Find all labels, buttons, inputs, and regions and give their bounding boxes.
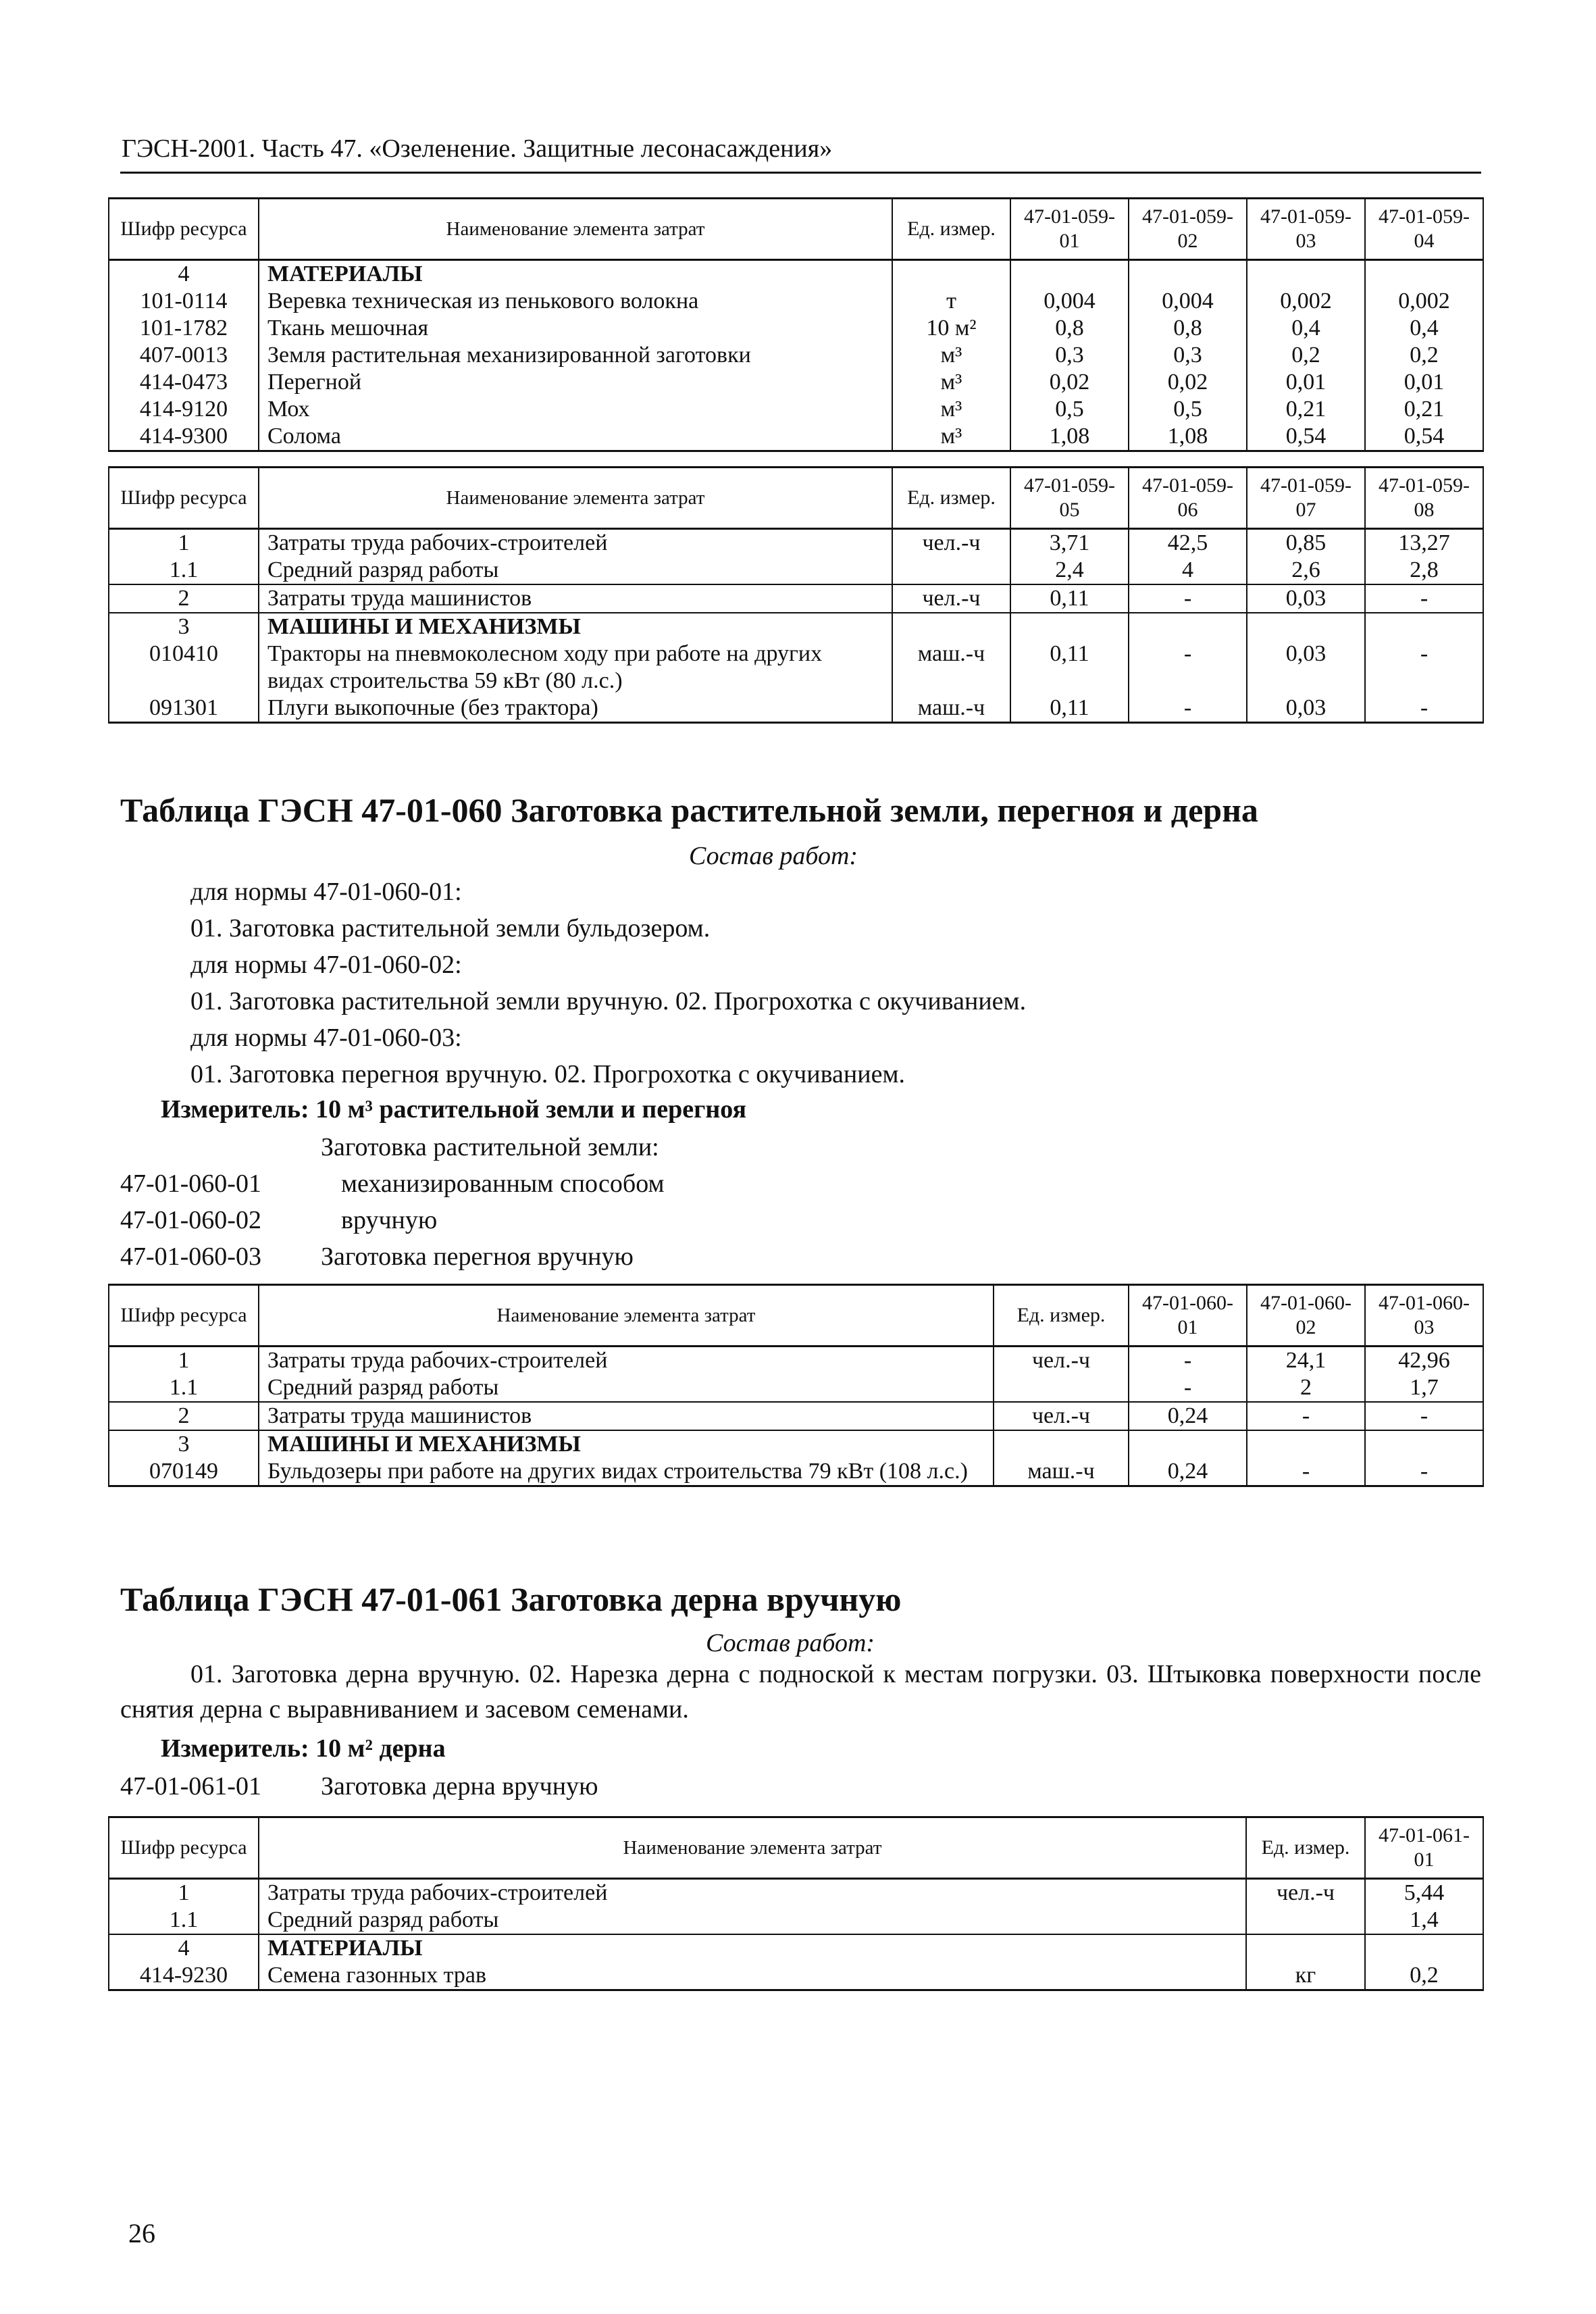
norm-code: 47-01-060-02 bbox=[120, 1206, 261, 1234]
cell-value: 4 bbox=[1129, 557, 1247, 584]
cell-code: 2 bbox=[109, 584, 259, 613]
table-row bbox=[109, 613, 1483, 640]
cell-code: 3 bbox=[109, 1430, 259, 1458]
cell-unit: кг bbox=[1246, 1962, 1365, 1990]
cell-value: 0,01 bbox=[1365, 369, 1483, 396]
cell-code: 1.1 bbox=[109, 557, 259, 584]
cell-value: 2,6 bbox=[1247, 557, 1365, 584]
cell-unit: м³ bbox=[892, 396, 1010, 423]
col-header-name: Наименование элемента затрат bbox=[259, 1285, 994, 1347]
cell-value: 0,004 bbox=[1129, 288, 1247, 315]
cell-code: 101-0114 bbox=[109, 288, 259, 315]
col-header-norm: 47-01-060-03 bbox=[1365, 1285, 1483, 1347]
cell-unit bbox=[1246, 1907, 1365, 1934]
norm-description: Заготовка перегноя вручную bbox=[321, 1242, 634, 1271]
cell-name: Солома bbox=[259, 423, 892, 451]
cell-code: 414-9120 bbox=[109, 396, 259, 423]
running-header: ГЭСН-2001. Часть 47. «Озеленение. Защитные лесонасаждения» bbox=[122, 134, 833, 163]
cell-name: МАШИНЫ И МЕХАНИЗМЫ bbox=[259, 613, 892, 640]
cell-code: 1 bbox=[109, 1879, 259, 1907]
cell-value: 0,5 bbox=[1129, 396, 1247, 423]
cell-value: 0,02 bbox=[1010, 369, 1129, 396]
norm-scope-line: для нормы 47-01-060-02: bbox=[190, 951, 462, 979]
meter-line: Измеритель: 10 м³ растительной земли и перегноя bbox=[161, 1095, 747, 1124]
meter-line: Измеритель: 10 м² дерна bbox=[161, 1734, 446, 1763]
cell-code: 4 bbox=[109, 1934, 259, 1962]
table-row bbox=[109, 1402, 1483, 1430]
cell-unit: м³ bbox=[892, 342, 1010, 369]
cell-value: 0,2 bbox=[1365, 1962, 1483, 1990]
composition-heading: Состав работ: bbox=[689, 842, 858, 870]
col-header-norm: 47-01-061-01 bbox=[1365, 1817, 1483, 1879]
cell-unit: м³ bbox=[892, 423, 1010, 451]
cell-value: - bbox=[1129, 695, 1247, 723]
table-row bbox=[109, 423, 1483, 451]
cell-code: 1.1 bbox=[109, 1374, 259, 1402]
cell-name: Тракторы на пневмоколесном ходу при работе на других видах строительства 59 кВт (80 л.с.) bbox=[259, 640, 892, 695]
cell-name: Средний разряд работы bbox=[259, 1374, 994, 1402]
composition-heading: Состав работ: bbox=[706, 1629, 875, 1657]
norm-table-059-materials bbox=[108, 197, 1484, 452]
col-header-unit: Ед. измер. bbox=[892, 468, 1010, 529]
table-row bbox=[109, 1430, 1483, 1458]
cell-name: Веревка техническая из пенькового волокна bbox=[259, 288, 892, 315]
cell-value: 2,8 bbox=[1365, 557, 1483, 584]
table-row bbox=[109, 1374, 1483, 1402]
col-header-code: Шифр ресурса bbox=[109, 468, 259, 529]
norm-code: 47-01-060-01 bbox=[120, 1169, 261, 1198]
cell-value: 0,01 bbox=[1247, 369, 1365, 396]
cell-unit: маш.-ч bbox=[892, 640, 1010, 695]
col-header-norm: 47-01-059-08 bbox=[1365, 468, 1483, 529]
norm-description: вручную bbox=[341, 1206, 438, 1234]
section-title-060: Таблица ГЭСН 47-01-060 Заготовка растительной земли, перегноя и дерна bbox=[120, 791, 1258, 829]
cell-value: 0,54 bbox=[1247, 423, 1365, 451]
cell-value: 13,27 bbox=[1365, 529, 1483, 557]
col-header-norm: 47-01-059-05 bbox=[1010, 468, 1129, 529]
norm-table-059-labor bbox=[108, 466, 1484, 724]
cell-value: - bbox=[1365, 695, 1483, 723]
cell-name: МАТЕРИАЛЫ bbox=[259, 260, 892, 288]
table-row bbox=[109, 1962, 1483, 1990]
header-rule bbox=[120, 172, 1481, 174]
table-row bbox=[109, 529, 1483, 557]
cell-unit: т bbox=[892, 288, 1010, 315]
table-row bbox=[109, 342, 1483, 369]
cell-name: Средний разряд работы bbox=[259, 1907, 1246, 1934]
cell-unit: чел.-ч bbox=[1246, 1879, 1365, 1907]
col-header-unit: Ед. измер. bbox=[1246, 1817, 1365, 1879]
cell-code: 1 bbox=[109, 1347, 259, 1375]
cell-value: 1,08 bbox=[1129, 423, 1247, 451]
cell-value: - bbox=[1365, 584, 1483, 613]
cell-value: 5,44 bbox=[1365, 1879, 1483, 1907]
cell-name: Затраты труда машинистов bbox=[259, 1402, 994, 1430]
cell-value: 0,2 bbox=[1247, 342, 1365, 369]
table-row bbox=[109, 396, 1483, 423]
cell-value: 0,85 bbox=[1247, 529, 1365, 557]
cell-name: Мох bbox=[259, 396, 892, 423]
cell-value: 0,11 bbox=[1010, 695, 1129, 723]
cell-value: 0,11 bbox=[1010, 640, 1129, 695]
cell-value: 0,4 bbox=[1247, 315, 1365, 342]
cell-code: 101-1782 bbox=[109, 315, 259, 342]
table-row bbox=[109, 315, 1483, 342]
cell-value: 1,7 bbox=[1365, 1374, 1483, 1402]
cell-code: 010410 bbox=[109, 640, 259, 695]
norm-code: 47-01-061-01 bbox=[120, 1772, 261, 1801]
cell-name: Бульдозеры при работе на других видах строительства 79 кВт (108 л.с.) bbox=[259, 1458, 994, 1486]
col-header-unit: Ед. измер. bbox=[892, 199, 1010, 260]
cell-name: МАШИНЫ И МЕХАНИЗМЫ bbox=[259, 1430, 994, 1458]
cell-value: 0,24 bbox=[1129, 1458, 1247, 1486]
norm-group-label: Заготовка растительной земли: bbox=[321, 1133, 659, 1161]
cell-value: - bbox=[1129, 1374, 1247, 1402]
work-description: 01. Заготовка дерна вручную. 02. Нарезка дерна с подноской к местам погрузки. 03. Штыковка поверхности после снятия дерна с выравниванием и засевом семенами. bbox=[120, 1660, 1481, 1724]
cell-value: - bbox=[1129, 640, 1247, 695]
cell-name: МАТЕРИАЛЫ bbox=[259, 1934, 1246, 1962]
cell-value: - bbox=[1365, 1402, 1483, 1430]
norm-scope-line: для нормы 47-01-060-03: bbox=[190, 1024, 462, 1052]
cell-value: 0,3 bbox=[1129, 342, 1247, 369]
cell-value: 0,4 bbox=[1365, 315, 1483, 342]
norm-table-061 bbox=[108, 1816, 1484, 1991]
norm-table-060 bbox=[108, 1284, 1484, 1487]
cell-unit bbox=[892, 557, 1010, 584]
cell-unit: маш.-ч bbox=[994, 1458, 1129, 1486]
cell-value: 0,5 bbox=[1010, 396, 1129, 423]
cell-name: Затраты труда рабочих-строителей bbox=[259, 529, 892, 557]
col-header-norm: 47-01-060-01 bbox=[1129, 1285, 1247, 1347]
cell-value: 24,1 bbox=[1247, 1347, 1365, 1375]
col-header-code: Шифр ресурса bbox=[109, 199, 259, 260]
cell-code: 2 bbox=[109, 1402, 259, 1430]
cell-value: 0,03 bbox=[1247, 640, 1365, 695]
cell-value: 0,24 bbox=[1129, 1402, 1247, 1430]
table-row bbox=[109, 1458, 1483, 1486]
cell-name: Перегной bbox=[259, 369, 892, 396]
cell-code: 407-0013 bbox=[109, 342, 259, 369]
table-row bbox=[109, 369, 1483, 396]
norm-description: Заготовка дерна вручную bbox=[321, 1772, 598, 1801]
cell-unit bbox=[994, 1374, 1129, 1402]
cell-value: - bbox=[1365, 640, 1483, 695]
table-row bbox=[109, 260, 1483, 288]
cell-name: Семена газонных трав bbox=[259, 1962, 1246, 1990]
cell-name: Затраты труда машинистов bbox=[259, 584, 892, 613]
cell-value: 2,4 bbox=[1010, 557, 1129, 584]
table-row bbox=[109, 288, 1483, 315]
norm-description: механизированным способом bbox=[341, 1169, 665, 1198]
cell-value: - bbox=[1247, 1458, 1365, 1486]
section-title-061: Таблица ГЭСН 47-01-061 Заготовка дерна вручную bbox=[120, 1580, 902, 1618]
cell-value: 0,002 bbox=[1365, 288, 1483, 315]
cell-value: 0,21 bbox=[1247, 396, 1365, 423]
cell-unit: м³ bbox=[892, 369, 1010, 396]
col-header-unit: Ед. измер. bbox=[994, 1285, 1129, 1347]
col-header-norm: 47-01-059-06 bbox=[1129, 468, 1247, 529]
cell-code: 414-9300 bbox=[109, 423, 259, 451]
cell-code: 1.1 bbox=[109, 1907, 259, 1934]
col-header-norm: 47-01-059-03 bbox=[1247, 199, 1365, 260]
cell-unit: чел.-ч bbox=[892, 529, 1010, 557]
cell-value: 0,004 bbox=[1010, 288, 1129, 315]
cell-value: - bbox=[1365, 1458, 1483, 1486]
cell-code: 091301 bbox=[109, 695, 259, 723]
cell-code: 414-9230 bbox=[109, 1962, 259, 1990]
cell-unit: чел.-ч bbox=[994, 1402, 1129, 1430]
col-header-norm: 47-01-059-01 bbox=[1010, 199, 1129, 260]
cell-value: 0,002 bbox=[1247, 288, 1365, 315]
cell-value: 0,21 bbox=[1365, 396, 1483, 423]
col-header-norm: 47-01-059-02 bbox=[1129, 199, 1247, 260]
cell-code: 4 bbox=[109, 260, 259, 288]
cell-name: Затраты труда рабочих-строителей bbox=[259, 1347, 994, 1375]
cell-value: 42,5 bbox=[1129, 529, 1247, 557]
cell-code: 3 bbox=[109, 613, 259, 640]
col-header-name: Наименование элемента затрат bbox=[259, 468, 892, 529]
col-header-name: Наименование элемента затрат bbox=[259, 199, 892, 260]
col-header-code: Шифр ресурса bbox=[109, 1285, 259, 1347]
table-row bbox=[109, 1347, 1483, 1375]
col-header-name: Наименование элемента затрат bbox=[259, 1817, 1246, 1879]
cell-value: - bbox=[1129, 1347, 1247, 1375]
cell-name: Плуги выкопочные (без трактора) bbox=[259, 695, 892, 723]
table-row bbox=[109, 584, 1483, 613]
cell-name: Затраты труда рабочих-строителей bbox=[259, 1879, 1246, 1907]
norm-code: 47-01-060-03 bbox=[120, 1242, 261, 1271]
table-row bbox=[109, 557, 1483, 584]
page-number: 26 bbox=[128, 2218, 155, 2248]
table-row bbox=[109, 695, 1483, 723]
cell-value: 3,71 bbox=[1010, 529, 1129, 557]
cell-code: 414-0473 bbox=[109, 369, 259, 396]
cell-value: 0,8 bbox=[1129, 315, 1247, 342]
cell-unit: 10 м² bbox=[892, 315, 1010, 342]
cell-value: 0,03 bbox=[1247, 695, 1365, 723]
cell-value: 0,11 bbox=[1010, 584, 1129, 613]
cell-name: Ткань мешочная bbox=[259, 315, 892, 342]
cell-value: 0,54 bbox=[1365, 423, 1483, 451]
table-row bbox=[109, 1907, 1483, 1934]
cell-value: 0,8 bbox=[1010, 315, 1129, 342]
norm-scope-line: для нормы 47-01-060-01: bbox=[190, 878, 462, 906]
col-header-norm: 47-01-059-04 bbox=[1365, 199, 1483, 260]
cell-value: 0,3 bbox=[1010, 342, 1129, 369]
cell-name: Земля растительная механизированной заготовки bbox=[259, 342, 892, 369]
col-header-norm: 47-01-060-02 bbox=[1247, 1285, 1365, 1347]
work-step-line: 01. Заготовка растительной земли вручную. 02. Прогрохотка с окучиванием. bbox=[190, 987, 1027, 1015]
cell-value: - bbox=[1247, 1402, 1365, 1430]
cell-value: 1,4 bbox=[1365, 1907, 1483, 1934]
cell-code: 1 bbox=[109, 529, 259, 557]
cell-value: 0,2 bbox=[1365, 342, 1483, 369]
cell-value: 0,02 bbox=[1129, 369, 1247, 396]
cell-value: 1,08 bbox=[1010, 423, 1129, 451]
cell-unit: чел.-ч bbox=[892, 584, 1010, 613]
cell-unit: чел.-ч bbox=[994, 1347, 1129, 1375]
table-row bbox=[109, 1934, 1483, 1962]
work-step-line: 01. Заготовка перегноя вручную. 02. Прогрохотка с окучиванием. bbox=[190, 1060, 905, 1088]
col-header-norm: 47-01-059-07 bbox=[1247, 468, 1365, 529]
table-row bbox=[109, 1879, 1483, 1907]
cell-value: 0,03 bbox=[1247, 584, 1365, 613]
cell-unit: маш.-ч bbox=[892, 695, 1010, 723]
cell-value: 42,96 bbox=[1365, 1347, 1483, 1375]
col-header-code: Шифр ресурса bbox=[109, 1817, 259, 1879]
work-step-line: 01. Заготовка растительной земли бульдозером. bbox=[190, 914, 711, 942]
cell-name: Средний разряд работы bbox=[259, 557, 892, 584]
cell-code: 070149 bbox=[109, 1458, 259, 1486]
cell-value: - bbox=[1129, 584, 1247, 613]
table-row bbox=[109, 640, 1483, 695]
cell-value: 2 bbox=[1247, 1374, 1365, 1402]
